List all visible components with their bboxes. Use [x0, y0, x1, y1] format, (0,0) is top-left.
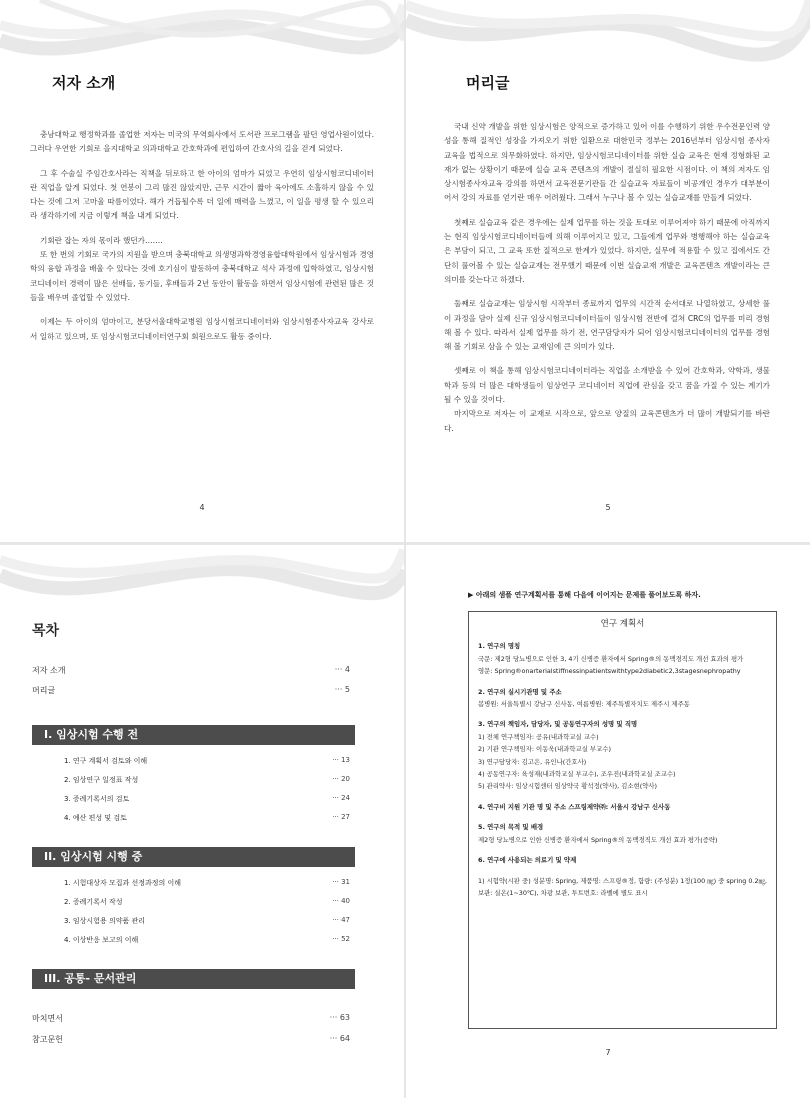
paragraph: 마지막으로 저자는 이 교재로 시작으로, 앞으로 양질의 교육콘텐츠가 더 많이 개발되기를 바란다. — [444, 409, 770, 433]
paragraph: 둘째로 실습교재는 임상시험 시작부터 종료까지 업무의 시간적 순서대로 나열하였고, 상세한 풀이 과정을 담아 실제 신규 임상시험코디네이터들이 임상시험 전반에 걸쳐 CRC의 업무를 미리 경험해 볼 수 있다. 따라서 실제 업무를 하기 전, 연구담당자가 되어 임상시험코디네이터의 업무를 경험해 볼 기회로 삼을 수 있는 교재임에 큰 의미가 있다. — [444, 299, 770, 352]
instruction-text: ▶ 아래의 샘플 연구계획서를 통해 다음에 이어지는 문제를 풀어보도록 하자. — [468, 591, 701, 599]
toc-entry-page: ··· 27 — [332, 813, 350, 821]
page-sample-plan — [406, 545, 810, 1098]
toc-entry[interactable] — [64, 775, 350, 789]
toc-entry[interactable] — [64, 897, 350, 911]
toc-entry-label: 3. 임상시험용 의약품 관리 — [64, 917, 145, 925]
paragraph: 첫째로 실습교육 같은 경우에는 실제 업무를 하는 것을 토대로 이루어져야 하기 때문에 아직까지는 현직 임상시험코디네이터들에 의해 이루어지고 있고, 그들에게 업무와 병행해야 하는 실습교육은 부담이 되고, 그 교육 또한 질적으로 한계가 있었다. 하지만, 실무에 적용할 수 있고 집에서도 간단히 풀어볼 수 있는 실습교재는 전무했기 때문에 이번 실습교재 개발은 교육콘텐츠 개발이라는 큰 의미를 갖는다고 하겠다. — [444, 217, 770, 284]
decorative-swirl — [406, 0, 810, 110]
page-number: 4 — [199, 503, 205, 512]
research-plan-box — [468, 611, 777, 1029]
page-toc — [0, 545, 404, 1098]
toc-entry[interactable] — [64, 935, 350, 949]
toc-entry[interactable] — [32, 685, 350, 699]
toc-entry-label: 1. 시험대상자 모집과 선정과정의 이해 — [64, 879, 182, 887]
toc-entry[interactable] — [64, 916, 350, 930]
toc-entry[interactable] — [32, 1034, 350, 1048]
paragraph: 셋째로 이 책을 통해 임상시험코디네이터라는 직업을 소개받을 수 있어 간호학과, 약학과, 생물학과 등의 더 많은 대학생들이 임상연구 코디네이터 직업에 관심을 갖고 꿈을 가질 수 있는 계기가 될 수 있을 것이다. — [444, 366, 770, 405]
toc-entry[interactable] — [32, 665, 350, 679]
section-heading: 1. 연구의 명칭 — [478, 642, 521, 651]
toc-entry-label: 4. 이상반응 보고의 이해 — [64, 936, 139, 944]
toc-entry-page: ··· 20 — [332, 775, 350, 783]
plan-title: 연구 계획서 — [600, 619, 645, 629]
toc-entry-page: ··· 13 — [332, 756, 350, 764]
toc-part-header[interactable]: I. 임상시험 수행 전 — [32, 725, 355, 745]
section-line: 국문: 제2형 당뇨병으로 인한 3, 4기 신병증 환자에서 Spring®의 동맥경직도 개선 효과의 평가 — [478, 654, 744, 663]
toc-entry-label: 3. 증례기록서의 검토 — [64, 795, 130, 803]
section-heading: 3. 연구의 책임자, 담당자, 및 공동연구자의 성명 및 직명 — [478, 720, 638, 729]
page-body — [444, 120, 770, 446]
section-line: 영문: Spring®onarterialstiffnessinpatientswithtype2diabetic2,3stagesnephropathy — [478, 667, 741, 676]
toc-entry[interactable] — [64, 878, 350, 892]
toc-entry-page: ··· 63 — [329, 1013, 350, 1022]
toc-title: 목차 — [32, 623, 60, 639]
toc-entry[interactable] — [64, 756, 350, 770]
paragraph: 그 후 수술실 주임간호사라는 직책을 뒤로하고 한 아이의 엄마가 되었고 우연히 임상시험코디네이터란 직업을 알게 되었다. 첫 연봉이 그리 많진 않았지만, 근무 시간이 짧아 육아에도 소홀하지 않을 수 있다는 것에 그저 고마울 따름이었다. 해가 거듭될수록 더 일에 매력을 느꼈고, 이 일을 평생 할 수 있으리라 생각하기에 지금 이렇게 책을 내게 되었다. — [30, 168, 374, 221]
toc-entry-page: ··· 5 — [334, 685, 350, 694]
page-title: 저자 소개 — [52, 74, 116, 92]
toc-entry-label: 1. 연구 계획서 검토와 이해 — [64, 757, 148, 765]
toc-entry-page: ··· 40 — [332, 897, 350, 905]
toc-entry-page: ··· 4 — [334, 665, 350, 674]
section-heading: 4. 연구비 지원 기관 명 및 주소 스프링제약㈜: 서울시 강남구 신사동 — [478, 802, 671, 811]
section-heading: 5. 연구의 목적 및 배경 — [478, 823, 544, 832]
toc-entry-page: ··· 64 — [329, 1034, 350, 1043]
toc-entry-label: 머리글 — [32, 686, 56, 695]
section-line: 봄병원: 서울특별시 강남구 신사동, 여름병원: 제주특별자치도 제주시 제주동 — [478, 700, 690, 709]
section-line: 1) 시험약(시판 중) 성분명: Spring, 제품명: 스프링®정, 함량: (주성분) 1정(100 ㎎) 중 spring 0.2㎎, 보관: 실온(1~30℃), 차광 보관, 투트번호: 라벨에 별도 표시 — [478, 876, 767, 897]
toc-entry-page: ··· 24 — [332, 794, 350, 802]
paragraph: 국내 신약 개발을 위한 임상시험은 양적으로 증가하고 있어 이를 수행하기 위한 우수전문인력 양성을 통해 질적인 성장을 가져오기 위한 일환으로 대한민국 정부는 2016년부터 임상시험 종사자 교육을 법적으로 의무화하였다. 하지만, 임상시험코디네이터를 위한 실습 교육은 현재 정형화된 교재가 없는 상황이기 때문에 실습 교육 콘텐츠의 개발이 절실히 필요한 시점이다. 이 책의 저자도 임상시험종사자교육 강의를 하면서 교육전문기관들 간 실습교육 자료들이 비공개인 경우가 대부분이어서 강의 자료를 얻기란 매우 어려웠다. 그래서 누구나 볼 수 있는 실습교재를 만들게 되었다. — [444, 122, 770, 203]
page-number: 7 — [605, 1048, 611, 1057]
toc-entry[interactable] — [64, 794, 350, 808]
page-number: 5 — [605, 503, 611, 512]
toc-entry[interactable] — [64, 813, 350, 827]
section-line: 제2형 당뇨병으로 인한 신병증 환자에서 Spring®의 동맥경직도 개선 효과 평가(증략) — [478, 835, 718, 844]
toc-entry-label: 2. 임상연구 일정표 작성 — [64, 776, 139, 784]
toc-entry-label: 4. 예산 편성 및 검토 — [64, 814, 127, 822]
toc-entry-label: 저자 소개 — [32, 666, 66, 675]
toc-entry-label: 2. 증례기록서 작성 — [64, 898, 123, 906]
toc-entry[interactable] — [32, 1013, 350, 1027]
toc-entry-page: ··· 31 — [332, 878, 350, 886]
section-heading: 6. 연구에 사용되는 의료기 및 약제 — [478, 856, 577, 865]
toc-entry-page: ··· 52 — [332, 935, 350, 943]
toc-part-header[interactable]: III. 공통- 문서관리 — [32, 969, 355, 989]
toc-entry-label: 참고문헌 — [32, 1035, 63, 1044]
page-title: 머리글 — [466, 74, 510, 92]
decorative-swirl — [0, 0, 404, 110]
section-line: 5) 관리약사: 임상시험센터 임상약국 황석정(약사), 김소현(약사) — [478, 782, 658, 791]
section-line: 4) 공동연구자: 육성재(내과학교실 부교수), 조우진(내과학교실 조교수) — [478, 770, 676, 779]
toc-entry-label: 마치면서 — [32, 1014, 63, 1023]
section-line: 2) 기관 연구책임자: 이동욱(내과학교실 부교수) — [478, 745, 611, 754]
section-heading: 2. 연구의 실시기관명 및 주소 — [478, 687, 562, 696]
toc-part-header[interactable]: II. 임상시험 시행 중 — [32, 847, 355, 867]
paragraph: 충남대학교 행정학과를 졸업한 저자는 미국의 무역회사에서 도서관 프로그램을 팔던 영업사원이었다. 그러다 우연한 기회로 을지대학교 의과대학교 간호학과에 편입하여 간호사의 길을 걷게 되었다. — [30, 130, 374, 154]
page-preface — [406, 0, 810, 542]
paragraph: 이제는 두 아이의 엄마이고, 분당서울대학교병원 임상시험코디네이터와 임상시험종사자교육 강사로서 일하고 있으며, 또 임상시험코디네이터연구회 회원으로도 활동 중이다. — [30, 317, 374, 341]
section-line: 3) 연구담당자: 김고은, 유인나(간호사) — [478, 757, 587, 766]
page-author-intro — [0, 0, 404, 542]
decorative-swirl — [0, 545, 404, 655]
paragraph: 또 한 번의 기회로 국가의 지원을 받으며 충북대학교 의생명과학경영융합대학원에서 임상시험과 경영학의 융합 과정을 배울 수 있다는 것에 호기심이 발동하여 충북대학교 석사 과정에 입학하였고, 임상시험코디네이터 경력이 많은 선배들, 동기들, 후배들과 2년 동안이 활동을 하면서 임상시험에 관련된 많은 것들을 배우며 졸업할 수 있었다. — [30, 250, 374, 302]
toc-entry-page: ··· 47 — [332, 916, 350, 924]
page-body — [30, 128, 374, 354]
section-line: 1) 전체 연구책임자: 공유(내과학교실 교수) — [478, 732, 599, 741]
paragraph: 기회란 잡는 자의 몫이라 했던가……. — [40, 235, 163, 245]
